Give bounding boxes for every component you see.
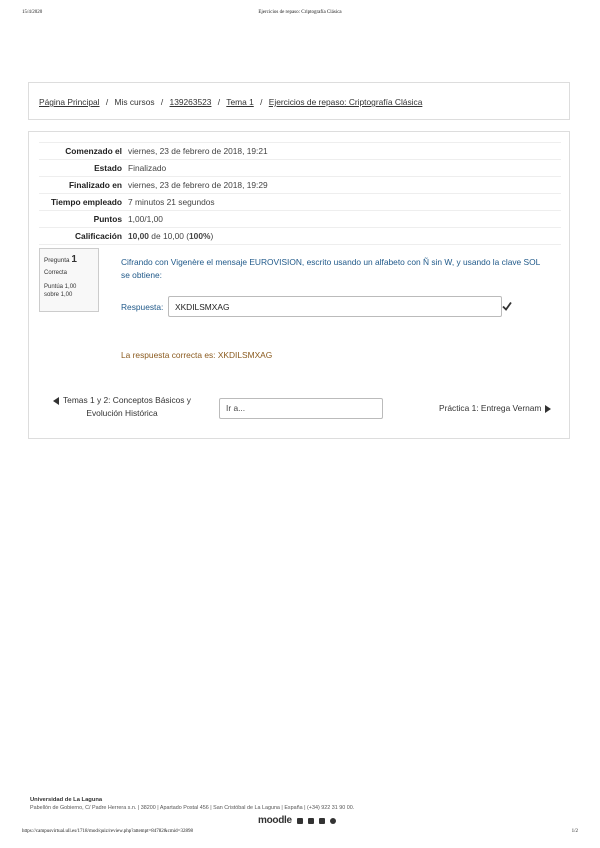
footer-university: Universidad de La Laguna	[30, 797, 103, 803]
breadcrumb-separator: /	[160, 97, 164, 107]
breadcrumb	[39, 97, 422, 107]
summary-label: Finalizado en	[39, 177, 125, 194]
table-row	[39, 194, 561, 211]
twitter-icon[interactable]	[308, 818, 314, 824]
grade-label: Calificación	[39, 228, 125, 245]
attempt-summary-table	[39, 142, 561, 245]
site-footer	[30, 797, 354, 811]
question-info-box	[39, 248, 99, 312]
correct-answer-feedback: La respuesta correcta es: XKDILSMXAG	[121, 350, 273, 360]
summary-label: Estado	[39, 160, 125, 177]
jump-to-select[interactable]: Ir a...	[219, 398, 383, 419]
footer-address: Pabellón de Gobierno, C/ Padre Herrera s.n. | 38200 | Apartado Postal 456 | San Cristóbal de La Laguna | España | (+34) 922 31 90 00.	[30, 805, 355, 811]
next-activity-link[interactable]	[439, 403, 551, 413]
facebook-icon[interactable]	[297, 818, 303, 824]
print-header	[22, 10, 578, 15]
summary-value: 1,00/1,00	[125, 211, 561, 228]
linkedin-icon[interactable]	[319, 818, 325, 824]
answer-label: Respuesta:	[121, 302, 164, 312]
breadcrumb-separator: /	[105, 97, 109, 107]
check-icon	[502, 299, 512, 313]
grade-end: )	[210, 231, 214, 241]
footer-brand	[258, 815, 336, 826]
print-footer	[22, 829, 578, 834]
quiz-review-panel	[28, 131, 570, 439]
table-row	[39, 160, 561, 177]
previous-activity-link[interactable]	[47, 394, 197, 420]
summary-value: viernes, 23 de febrero de 2018, 19:29	[125, 177, 561, 194]
next-activity-label: Práctica 1: Entrega Vernam	[439, 403, 542, 413]
breadcrumb-separator: /	[217, 97, 221, 107]
answer-field[interactable]	[168, 296, 502, 317]
breadcrumb-section-link[interactable]: Tema 1	[226, 97, 254, 107]
print-url: https://campusvirtual.ull.es/1718/mod/quiz/review.php?attempt=84782&cmid=32898	[22, 829, 193, 834]
moodle-logo: moodle	[258, 815, 292, 826]
breadcrumb-course-link[interactable]: 139263523	[169, 97, 212, 107]
breadcrumb-panel	[28, 82, 570, 120]
breadcrumb-current-link[interactable]: Ejercicios de repaso: Criptografía Clásica	[268, 97, 423, 107]
summary-value: 7 minutos 21 segundos	[125, 194, 561, 211]
previous-activity-label: Temas 1 y 2: Conceptos Básicos y Evolución Histórica	[62, 395, 191, 419]
question-number-value: 1	[71, 254, 77, 265]
arrow-right-icon	[545, 405, 551, 413]
question-grade-line1: Puntúa 1,00	[44, 283, 77, 290]
summary-label: Comenzado el	[39, 143, 125, 160]
grade-percent: 100%	[189, 231, 211, 241]
breadcrumb-my-courses: Mis cursos	[114, 97, 155, 107]
print-date: 15/4/2020	[22, 10, 43, 15]
grade-middle: de 10,00 (	[148, 231, 190, 241]
table-row	[39, 177, 561, 194]
grade-score: 10,00	[128, 231, 149, 241]
question-number	[44, 253, 94, 266]
question-state: Correcta	[44, 270, 68, 276]
table-row	[39, 211, 561, 228]
arrow-left-icon	[53, 397, 59, 405]
summary-label: Puntos	[39, 211, 125, 228]
summary-value: Finalizado	[125, 160, 561, 177]
question-prefix: Pregunta	[44, 257, 70, 264]
question-text: Cifrando con Vigenère el mensaje EUROVISION, escrito usando un alfabeto con Ñ sin W, y usando la clave SOL se obtiene:	[121, 257, 540, 281]
summary-label: Tiempo empleado	[39, 194, 125, 211]
grade-value	[125, 228, 561, 245]
table-row	[39, 228, 561, 245]
question-grade-line2: sobre 1,00	[44, 291, 73, 298]
print-page-number: 1/2	[571, 829, 578, 834]
breadcrumb-separator: /	[260, 97, 263, 107]
table-row	[39, 143, 561, 160]
globe-icon[interactable]	[330, 818, 336, 824]
print-title: Ejercicios de repaso: Criptografía Clásica	[258, 10, 342, 15]
summary-value: viernes, 23 de febrero de 2018, 19:21	[125, 143, 561, 160]
breadcrumb-home-link[interactable]: Página Principal	[39, 97, 100, 107]
